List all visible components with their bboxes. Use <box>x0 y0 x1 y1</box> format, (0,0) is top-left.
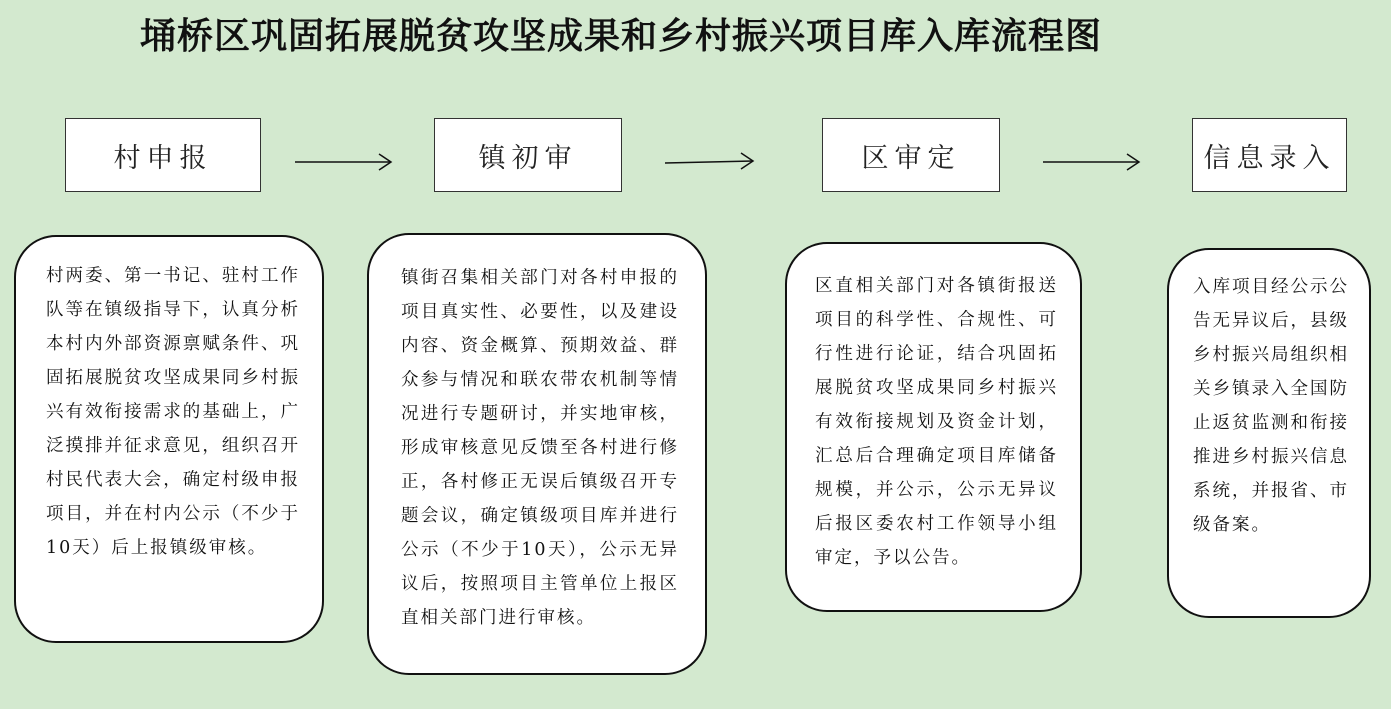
arrow-right-icon <box>1041 150 1143 174</box>
detail-text: 村两委、第一书记、驻村工作队等在镇级指导下，认真分析本村内外部资源禀赋条件、巩固拓展脱贫攻坚成果同乡村振兴有效衔接需求的基础上，广泛摸排并征求意见，组织召开村民代表大会，确定村级申报项目，并在村内公示（不少于10天）后上报镇级审核。 <box>46 266 300 558</box>
detail-text: 入库项目经公示公告无异议后，县级乡村振兴局组织相关乡镇录入全国防止返贫监测和衔接推进乡村振兴信息系统，并报省、市级备案。 <box>1193 277 1349 535</box>
detail-text: 区直相关部门对各镇街报送项目的科学性、合规性、可行性进行论证，结合巩固拓展脱贫攻坚成果同乡村振兴有效衔接规划及资金计划，汇总后合理确定项目库储备规模，并公示，公示无异议后报区委农村工作领导小组审定，予以公告。 <box>815 276 1058 568</box>
step-village-report: 村申报 <box>65 118 261 192</box>
arrow-right-icon <box>293 150 395 174</box>
detail-village-report <box>14 235 324 643</box>
step-town-review: 镇初审 <box>434 118 622 192</box>
step-district-approval: 区审定 <box>822 118 1000 192</box>
detail-text: 镇街召集相关部门对各村申报的项目真实性、必要性，以及建设内容、资金概算、预期效益、群众参与情况和联农带农机制等情况进行专题研讨，并实地审核，形成审核意见反馈至各村进行修正，各村修正无误后镇级召开专题会议，确定镇级项目库并进行公示（不少于10天），公示无异议后，按照项目主管单位上报区直相关部门进行审核。 <box>401 268 679 628</box>
step-info-entry: 信息录入 <box>1192 118 1347 192</box>
detail-info-entry <box>1167 248 1371 618</box>
page-title: 埇桥区巩固拓展脱贫攻坚成果和乡村振兴项目库入库流程图 <box>140 15 1103 57</box>
arrow-right-icon <box>663 150 757 174</box>
detail-district-approval <box>785 242 1082 612</box>
detail-town-review <box>367 233 707 675</box>
